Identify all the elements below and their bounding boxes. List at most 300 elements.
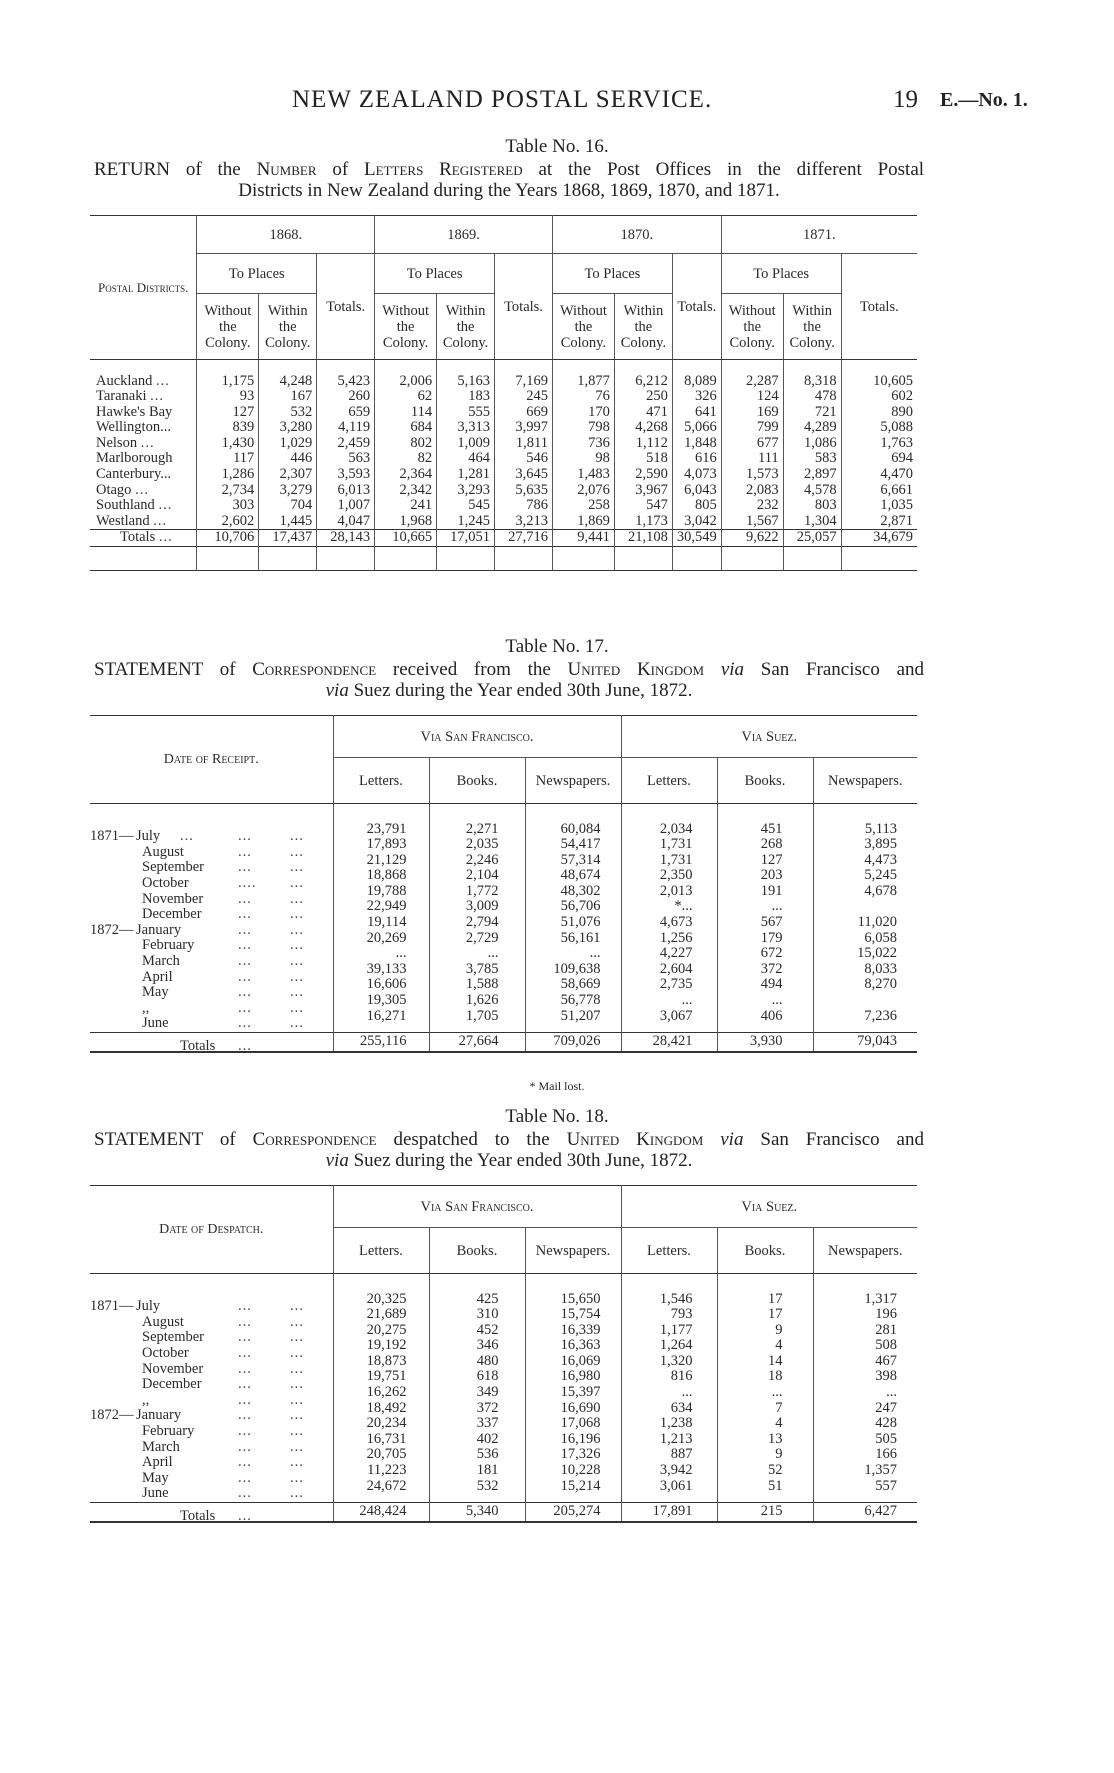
total-value: 255,116 <box>333 1032 429 1052</box>
district-name <box>90 374 197 390</box>
value-cell: 8,033 <box>813 962 917 978</box>
value-cell: 4,248 <box>259 374 317 390</box>
value-cell: 22,949 <box>333 899 429 915</box>
value-cell: 232 <box>721 498 783 514</box>
t17-col-header: Books. <box>429 758 525 804</box>
value-cell: 20,269 <box>333 931 429 947</box>
spacer-cell <box>621 1494 717 1502</box>
table-16-number: Table No. 16. <box>505 136 609 157</box>
value-cell: 247 <box>813 1401 917 1417</box>
date-cell <box>90 899 333 923</box>
leader-dots: ... <box>290 999 304 1016</box>
t16-totals-header: Totals. <box>672 254 721 360</box>
total-value: 25,057 <box>783 530 841 547</box>
leader-dots: ... <box>290 1454 304 1471</box>
total-value: 9,622 <box>721 530 783 547</box>
value-cell: 2,602 <box>197 514 259 530</box>
value-cell: 467 <box>813 1354 917 1370</box>
t17-col-header: Letters. <box>621 758 717 804</box>
value-cell: 1,035 <box>841 498 917 514</box>
value-cell: 1,567 <box>721 514 783 530</box>
value-cell: ... <box>429 946 525 962</box>
table-row <box>90 853 917 869</box>
leader-dots: ... <box>238 1329 252 1346</box>
value-cell: 4 <box>717 1338 813 1354</box>
total-value: 709,026 <box>525 1032 621 1052</box>
totals-row <box>90 1502 917 1522</box>
value-cell: 18,868 <box>333 868 429 884</box>
district-name <box>90 467 197 483</box>
table-16-stub-header: Postal Districts. <box>90 216 197 360</box>
value-cell: 669 <box>495 405 553 421</box>
value-cell: 170 <box>552 405 614 421</box>
value-cell: ... <box>525 946 621 962</box>
total-value: 215 <box>717 1502 813 1522</box>
date-cell <box>90 1354 333 1377</box>
value-cell: 18,492 <box>333 1401 429 1417</box>
spacer-cell <box>813 1024 917 1032</box>
value-cell: 3,213 <box>495 514 553 530</box>
value-cell: 6,058 <box>813 931 917 947</box>
district-name <box>90 405 197 421</box>
value-cell: 16,690 <box>525 1401 621 1417</box>
value-cell: 56,706 <box>525 899 621 915</box>
value-cell: 21,129 <box>333 853 429 869</box>
value-cell: 76 <box>552 389 614 405</box>
table-row <box>90 1292 917 1308</box>
value-cell: 798 <box>552 420 614 436</box>
table-row <box>90 868 917 884</box>
leader-dots: ... <box>290 1391 304 1408</box>
value-cell: 54,417 <box>525 837 621 853</box>
month-label: April <box>142 968 173 985</box>
leader-dots: ... <box>238 1298 252 1315</box>
t18-group-suez: Via Suez. <box>621 1186 917 1228</box>
date-cell <box>90 1292 333 1315</box>
spacer-cell <box>333 1274 429 1292</box>
value-cell: 478 <box>783 389 841 405</box>
value-cell: 805 <box>672 498 721 514</box>
t16-totals-header: Totals. <box>841 254 917 360</box>
value-cell: 346 <box>429 1338 525 1354</box>
value-cell: 2,342 <box>375 483 437 499</box>
table-16 <box>90 215 917 571</box>
value-cell: 567 <box>717 915 813 931</box>
value-cell: 1,175 <box>197 374 259 390</box>
value-cell: 21,689 <box>333 1307 429 1323</box>
t18-col-header: Letters. <box>621 1228 717 1274</box>
month-label: November <box>142 890 204 907</box>
value-cell: 16,363 <box>525 1338 621 1354</box>
value-cell: 56,161 <box>525 931 621 947</box>
value-cell: 4,073 <box>672 467 721 483</box>
month-label: September <box>142 1329 205 1346</box>
value-cell: 1,877 <box>552 374 614 390</box>
t16-to-places-header: To Places <box>375 254 495 294</box>
value-cell: 9 <box>717 1323 813 1339</box>
value-cell: 127 <box>717 853 813 869</box>
value-cell: 245 <box>495 389 553 405</box>
leader-dots: ... <box>290 1345 304 1362</box>
value-cell: 17,068 <box>525 1416 621 1432</box>
spacer-cell <box>429 804 525 822</box>
value-cell: 1,848 <box>672 436 721 452</box>
spacer-cell <box>333 804 429 822</box>
value-cell: 684 <box>375 420 437 436</box>
district-name <box>90 420 197 436</box>
value-cell: 1,007 <box>317 498 375 514</box>
total-value: 28,421 <box>621 1032 717 1052</box>
value-cell: 114 <box>375 405 437 421</box>
month-label: July <box>136 1298 161 1315</box>
year-label: 1872— <box>90 1407 134 1424</box>
table-row <box>90 498 917 514</box>
t16-without-header: Without the Colony. <box>721 294 783 360</box>
total-value: 248,424 <box>333 1502 429 1522</box>
leader-dots: ... <box>290 984 304 1001</box>
date-cell <box>90 837 333 860</box>
leader-dots: ... <box>238 1313 252 1330</box>
t18-group-san-francisco: Via San Francisco. <box>333 1186 621 1228</box>
value-cell: 406 <box>717 1009 813 1025</box>
value-cell: 9 <box>717 1447 813 1463</box>
month-label: December <box>142 1376 202 1393</box>
date-cell <box>90 931 333 954</box>
spacer-cell <box>621 1274 717 1292</box>
value-cell: 2,246 <box>429 853 525 869</box>
value-cell: 3,313 <box>437 420 495 436</box>
district-name <box>90 389 197 405</box>
value-cell: 518 <box>614 451 672 467</box>
value-cell: 4,678 <box>813 884 917 900</box>
district-label: Auckland <box>96 372 153 389</box>
value-cell: 16,980 <box>525 1369 621 1385</box>
date-cell <box>90 915 333 938</box>
value-cell: 58,669 <box>525 977 621 993</box>
value-cell: 3,293 <box>437 483 495 499</box>
value-cell: 1,811 <box>495 436 553 452</box>
table-17 <box>90 715 917 1053</box>
value-cell: 15,022 <box>813 946 917 962</box>
date-cell <box>90 1369 333 1393</box>
value-cell: 1,705 <box>429 1009 525 1025</box>
value-cell: 3,895 <box>813 837 917 853</box>
leader-dots: ... <box>158 497 173 514</box>
value-cell: 2,287 <box>721 374 783 390</box>
value-cell: 2,590 <box>614 467 672 483</box>
month-label: February <box>142 937 195 954</box>
spacer-cell <box>495 547 553 571</box>
spacer-cell <box>841 547 917 571</box>
total-value: 27,664 <box>429 1032 525 1052</box>
t16-without-header: Without the Colony. <box>552 294 614 360</box>
value-cell: 166 <box>813 1447 917 1463</box>
leader-dots: ... <box>290 1298 304 1315</box>
district-label: Marlborough <box>96 450 173 467</box>
value-cell: 1,238 <box>621 1416 717 1432</box>
value-cell: 1,546 <box>621 1292 717 1308</box>
spacer-cell <box>197 547 259 571</box>
table-17-stub-header: Date of Receipt. <box>90 716 333 804</box>
spacer-cell <box>672 547 721 571</box>
value-cell: 2,013 <box>621 884 717 900</box>
value-cell: 326 <box>672 389 721 405</box>
month-label: May <box>142 984 169 1001</box>
value-cell: 56,778 <box>525 993 621 1009</box>
date-cell <box>90 962 333 985</box>
leader-dots: ... <box>290 1360 304 1377</box>
spacer-cell <box>717 804 813 822</box>
value-cell: 20,275 <box>333 1323 429 1339</box>
table-row <box>90 962 917 978</box>
value-cell: 5,163 <box>437 374 495 390</box>
value-cell: 802 <box>375 436 437 452</box>
leader-dots: ... <box>238 1391 252 1408</box>
month-label: June <box>142 1015 169 1032</box>
value-cell: 3,061 <box>621 1479 717 1495</box>
date-cell <box>90 993 333 1016</box>
leader-dots: ... <box>238 1360 252 1377</box>
district-label: Westland <box>96 512 150 529</box>
t16-within-header: Within the Colony. <box>783 294 841 360</box>
value-cell: 51,207 <box>525 1009 621 1025</box>
value-cell: 887 <box>621 1447 717 1463</box>
value-cell: 2,076 <box>552 483 614 499</box>
spacer-row <box>90 804 917 822</box>
value-cell: 425 <box>429 1292 525 1308</box>
date-cell <box>90 884 333 907</box>
leader-dots: ... <box>238 921 252 938</box>
value-cell: 1,304 <box>783 514 841 530</box>
spacer-row <box>90 1494 917 1502</box>
district-label: Otago <box>96 481 132 498</box>
value-cell: 169 <box>721 405 783 421</box>
district-label: Taranaki <box>96 388 147 405</box>
spacer-cell <box>841 360 917 374</box>
value-cell: 803 <box>783 498 841 514</box>
value-cell: 16,262 <box>333 1385 429 1401</box>
value-cell: 48,302 <box>525 884 621 900</box>
value-cell: 494 <box>717 977 813 993</box>
month-label: November <box>142 1360 204 1377</box>
value-cell: 2,006 <box>375 374 437 390</box>
t16-within-header: Within the Colony. <box>259 294 317 360</box>
leader-dots: ... <box>290 1015 304 1032</box>
value-cell: 545 <box>437 498 495 514</box>
leader-dots: ... <box>290 953 304 970</box>
value-cell: 3,967 <box>614 483 672 499</box>
value-cell: 452 <box>429 1323 525 1339</box>
value-cell: 8,089 <box>672 374 721 390</box>
leader-dots: .... <box>238 875 257 892</box>
spacer-cell <box>525 804 621 822</box>
value-cell: ... <box>621 1385 717 1401</box>
district-label: Canterbury... <box>96 466 172 483</box>
spacer-cell <box>614 360 672 374</box>
leader-dots: ... <box>238 828 252 845</box>
leader-dots: ... <box>238 999 252 1016</box>
value-cell: 20,234 <box>333 1416 429 1432</box>
spacer-cell <box>90 360 197 374</box>
value-cell: 337 <box>429 1416 525 1432</box>
date-cell <box>90 1009 333 1032</box>
table-row <box>90 1401 917 1417</box>
spacer-cell <box>813 1494 917 1502</box>
value-cell: 167 <box>259 389 317 405</box>
value-cell: 13 <box>717 1432 813 1448</box>
leader-dots: ... <box>153 512 168 529</box>
total-value: 30,549 <box>672 530 721 547</box>
spacer-cell <box>621 804 717 822</box>
leader-dots: ... <box>238 1423 252 1440</box>
value-cell: 1,264 <box>621 1338 717 1354</box>
value-cell: 634 <box>621 1401 717 1417</box>
value-cell: 704 <box>259 498 317 514</box>
totals-label <box>90 1032 333 1052</box>
value-cell: 1,968 <box>375 514 437 530</box>
value-cell: 1,245 <box>437 514 495 530</box>
value-cell: 602 <box>841 389 917 405</box>
value-cell: 839 <box>197 420 259 436</box>
totals-text: Totals <box>180 1037 216 1054</box>
value-cell: 127 <box>197 405 259 421</box>
table-row <box>90 451 917 467</box>
table-row <box>90 514 917 530</box>
year-label: 1871— <box>90 1298 134 1315</box>
table-row <box>90 1354 917 1370</box>
value-cell: 6,661 <box>841 483 917 499</box>
date-cell <box>90 1447 333 1471</box>
leader-dots: ... <box>290 875 304 892</box>
month-label: April <box>142 1454 173 1471</box>
t16-year-1870: 1870. <box>552 216 721 254</box>
value-cell: 3,067 <box>621 1009 717 1025</box>
value-cell: 1,731 <box>621 837 717 853</box>
month-label: May <box>142 1469 169 1486</box>
value-cell: 451 <box>717 822 813 838</box>
date-cell <box>90 1463 333 1486</box>
t16-to-places-header: To Places <box>197 254 317 294</box>
month-label: January <box>136 921 182 938</box>
totals-row <box>90 1032 917 1052</box>
district-name <box>90 436 197 452</box>
table-row <box>90 420 917 436</box>
table-row <box>90 1479 917 1495</box>
table-row <box>90 389 917 405</box>
value-cell: 2,459 <box>317 436 375 452</box>
table-17-caption: STATEMENT of Correspondence received from the United Kingdom via San Francisco and via Suez during the Year ended 30th June, 1872. <box>94 659 924 701</box>
spacer-cell <box>813 804 917 822</box>
leader-dots: ... <box>290 890 304 907</box>
value-cell: 2,871 <box>841 514 917 530</box>
value-cell: 17,893 <box>333 837 429 853</box>
leader-dots: ... <box>238 1376 252 1393</box>
table-row <box>90 931 917 947</box>
value-cell: ... <box>717 993 813 1009</box>
leader-dots: ... <box>238 1454 252 1471</box>
leader-dots: ... <box>156 372 170 389</box>
table-row <box>90 1432 917 1448</box>
value-cell: 1,430 <box>197 436 259 452</box>
value-cell: 260 <box>317 389 375 405</box>
year-label: 1872— <box>90 921 134 938</box>
value-cell: 2,350 <box>621 868 717 884</box>
value-cell: 1,357 <box>813 1463 917 1479</box>
t16-without-header: Without the Colony. <box>375 294 437 360</box>
table-row <box>90 1385 917 1401</box>
total-value: 9,441 <box>552 530 614 547</box>
leader-dots: ... <box>290 906 304 923</box>
table-16-caption: RETURN of the Number of Letters Registered at the Post Offices in the different Postal Districts in New Zealand during the Years 1868, 1869, 1870, and 1871. <box>94 159 925 201</box>
value-cell: 677 <box>721 436 783 452</box>
value-cell: 16,196 <box>525 1432 621 1448</box>
value-cell: ... <box>813 1385 917 1401</box>
leader-dots: ... <box>238 1469 252 1486</box>
table-row <box>90 1447 917 1463</box>
leader-dots: ... <box>238 843 252 860</box>
value-cell: 583 <box>783 451 841 467</box>
date-cell <box>90 822 333 845</box>
month-label: October <box>142 1345 189 1362</box>
value-cell: 3,785 <box>429 962 525 978</box>
t17-col-header: Newspapers. <box>813 758 917 804</box>
value-cell: 1,173 <box>614 514 672 530</box>
spacer-cell <box>552 547 614 571</box>
value-cell: 1,573 <box>721 467 783 483</box>
spacer-cell <box>333 1494 429 1502</box>
table-18-number: Table No. 18. <box>505 1106 609 1127</box>
value-cell: 618 <box>429 1369 525 1385</box>
month-label: October <box>142 875 189 892</box>
district-label: Nelson <box>96 434 138 451</box>
value-cell: 546 <box>495 451 553 467</box>
spacer-cell <box>429 1494 525 1502</box>
running-head-title: NEW ZEALAND POSTAL SERVICE. <box>292 86 713 113</box>
total-value: 34,679 <box>841 530 917 547</box>
value-cell: 6,013 <box>317 483 375 499</box>
bottom-rule-cell <box>90 571 917 572</box>
value-cell: 179 <box>717 931 813 947</box>
leader-dots: ... <box>180 828 194 845</box>
leader-dots: ... <box>140 434 155 451</box>
value-cell: 14 <box>717 1354 813 1370</box>
total-value: 5,340 <box>429 1502 525 1522</box>
value-cell: 16,271 <box>333 1009 429 1025</box>
total-value: 205,274 <box>525 1502 621 1522</box>
table-row <box>90 405 917 421</box>
value-cell: 3,279 <box>259 483 317 499</box>
spacer-row <box>90 547 917 571</box>
t17-col-header: Newspapers. <box>525 758 621 804</box>
spacer-row <box>90 360 917 374</box>
value-cell: 19,192 <box>333 1338 429 1354</box>
value-cell: 15,754 <box>525 1307 621 1323</box>
total-value: 17,437 <box>259 530 317 547</box>
value-cell: 616 <box>672 451 721 467</box>
date-cell <box>90 853 333 876</box>
value-cell: 2,794 <box>429 915 525 931</box>
leader-dots: ... <box>290 828 304 845</box>
value-cell: 5,635 <box>495 483 553 499</box>
value-cell: 2,604 <box>621 962 717 978</box>
totals-label <box>90 530 197 547</box>
value-cell: 736 <box>552 436 614 452</box>
value-cell: 250 <box>614 389 672 405</box>
value-cell: 3,645 <box>495 467 553 483</box>
value-cell: 641 <box>672 405 721 421</box>
table-17-number: Table No. 17. <box>505 636 609 657</box>
value-cell: 1,317 <box>813 1292 917 1308</box>
